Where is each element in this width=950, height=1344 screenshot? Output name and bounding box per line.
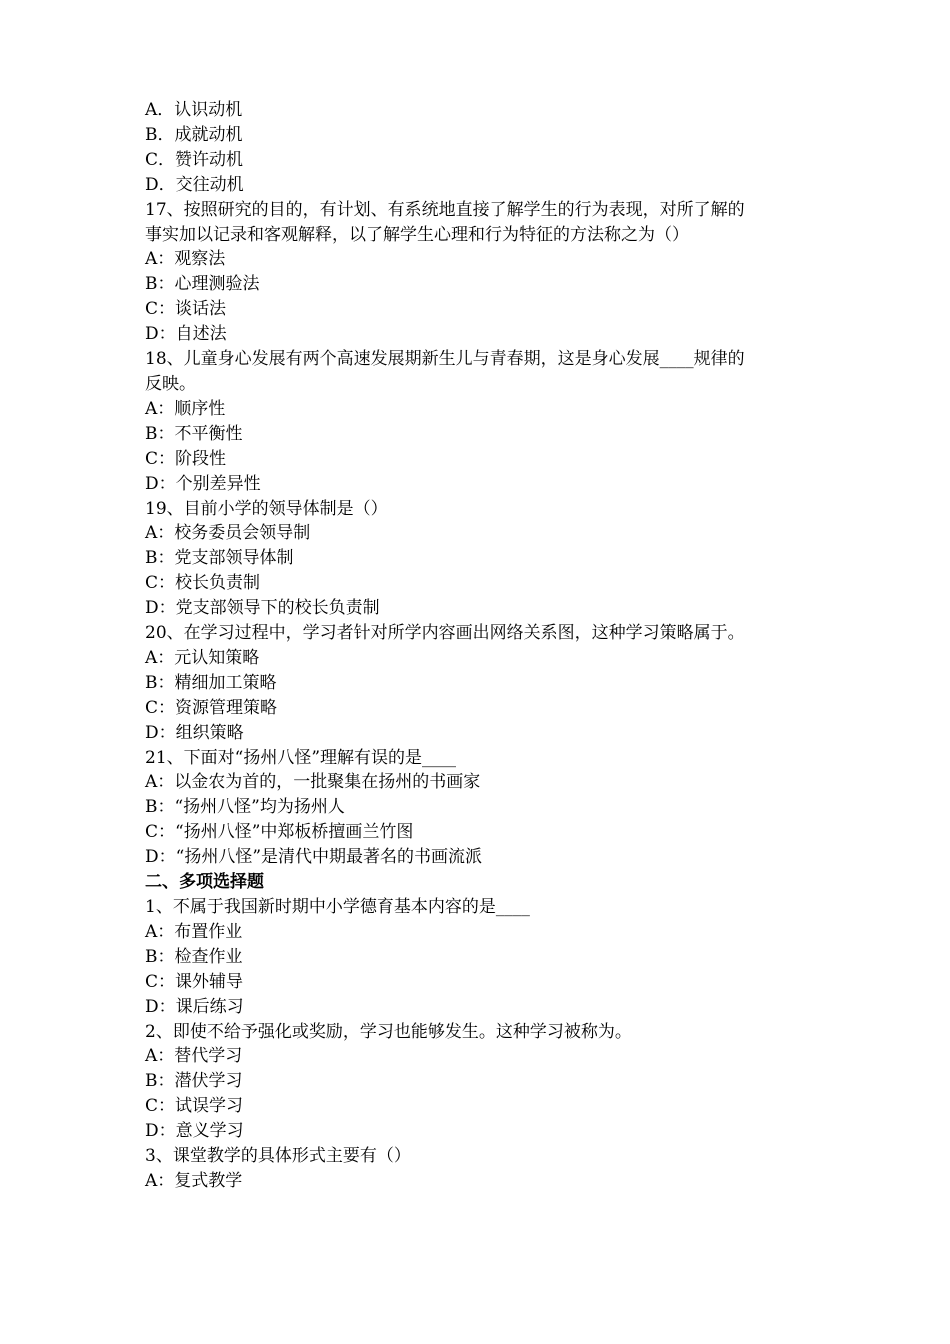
option-text: A：观察法	[145, 249, 226, 270]
option-text: B：检查作业	[145, 946, 243, 967]
option-text: D：组织策略	[145, 722, 244, 743]
question-text: 17、按照研究的目的，有计划、有系统地直接了解学生的行为表现，对所了解的	[145, 199, 745, 220]
question-text: 反映。	[145, 373, 196, 394]
question-text: 事实加以记录和客观解释，以了解学生心理和行为特征的方法称之为（）	[145, 224, 689, 245]
option-text: D：个别差异性	[145, 473, 261, 494]
option-text: D：党支部领导下的校长负责制	[145, 598, 380, 619]
option-text: C：阶段性	[145, 448, 227, 469]
option-text: B：心理测验法	[145, 274, 260, 295]
option-text: C：“扬州八怪”中郑板桥擅画兰竹图	[145, 822, 414, 843]
option-text: A．认识动机	[145, 100, 243, 120]
option-text: B：不平衡性	[145, 423, 243, 444]
option-text: C：课外辅导	[145, 971, 244, 992]
option-text: D：课后练习	[145, 996, 244, 1017]
option-text: D：“扬州八怪”是清代中期最著名的书画流派	[145, 847, 483, 868]
option-text: A：替代学习	[145, 1046, 243, 1067]
option-text: D：意义学习	[145, 1121, 244, 1142]
option-text: C：谈话法	[145, 299, 227, 320]
option-text: B：精细加工策略	[145, 672, 277, 693]
question-text: 1、不属于我国新时期中小学德育基本内容的是____	[145, 897, 530, 917]
option-text: C：校长负责制	[145, 573, 261, 594]
option-text: D．交往动机	[145, 174, 244, 195]
question-text: 3、课堂教学的具体形式主要有（）	[145, 1146, 411, 1167]
option-text: B．成就动机	[145, 124, 243, 145]
question-text: 18、儿童身心发展有两个高速发展期新生儿与青春期，这是身心发展____规律的	[145, 349, 745, 370]
option-text: D：自述法	[145, 324, 227, 345]
option-text: A：元认知策略	[145, 647, 260, 668]
question-text: 20、在学习过程中，学习者针对所学内容画出网络关系图，这种学习策略属于。	[145, 623, 745, 644]
option-text: A：顺序性	[145, 398, 226, 419]
document-body	[145, 98, 815, 1194]
question-text: 21、下面对“扬州八怪”理解有误的是____	[145, 747, 457, 768]
option-text: A：校务委员会领导制	[145, 523, 311, 544]
option-text: A：以金农为首的，一批聚集在扬州的书画家	[145, 772, 481, 793]
option-text: A：复式教学	[145, 1170, 243, 1191]
section-heading: 二、多项选择题	[145, 872, 264, 893]
option-text: A：布置作业	[145, 921, 243, 942]
option-text: B：潜伏学习	[145, 1071, 243, 1092]
option-text: C：试误学习	[145, 1096, 244, 1117]
option-text: B：党支部领导体制	[145, 548, 294, 569]
option-text: C．赞许动机	[145, 149, 244, 170]
question-text: 19、目前小学的领导体制是（）	[145, 498, 388, 519]
question-text: 2、即使不给予强化或奖励，学习也能够发生。这种学习被称为。	[145, 1021, 632, 1042]
option-text: B：“扬州八怪”均为扬州人	[145, 797, 345, 818]
option-text: C：资源管理策略	[145, 697, 278, 718]
